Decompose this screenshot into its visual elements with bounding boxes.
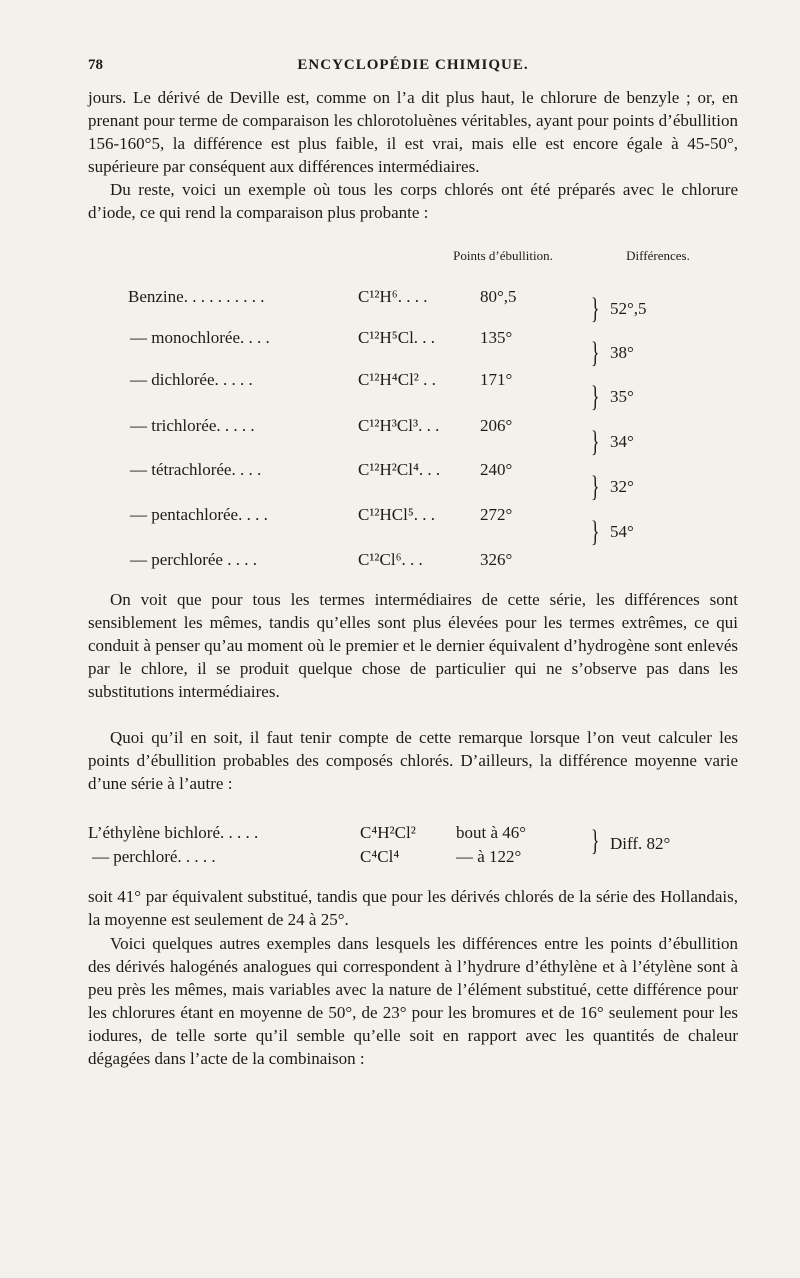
compound-name: — dichlorée. . . . . xyxy=(130,370,253,389)
paragraph-6: Voici quelques autres exemples dans lesquels les différences entre les points d’ébullition des dérivés halogénés analogues qui correspondent à l’hydrure d’éthylène et à l’étylène sont à peu près les mêmes, mais variables avec la nature de l’élément substitué, cette différence pour les chlorures étant en moyenne de 50°, de 23° pour les bromures et de 16° seulement pour les iodures, de telle sorte qu’il semble qu’elle soit en rapport avec les quantités de chaleur dégagées dans l’acte de la combinaison : xyxy=(88,934,738,1068)
compound-formula: C¹²HCl⁵. . . xyxy=(358,505,436,524)
page-number: 78 xyxy=(88,57,103,73)
brace-icon: } xyxy=(590,380,600,413)
compound-formula: C¹²H⁶. . . . xyxy=(358,287,428,306)
difference-value: 38° xyxy=(610,343,634,362)
compound-formula: C¹²H⁴Cl² . . xyxy=(358,370,436,389)
compound-formula: C⁴H²Cl² xyxy=(360,823,416,842)
page-header xyxy=(88,57,738,79)
compound-formula: C¹²Cl⁶. . . xyxy=(358,550,423,569)
boiling-point: 80°,5 xyxy=(480,287,517,306)
paragraph-5: soit 41° par équivalent substitué, tandis que pour les dérivés chlorés de la série des Hollandais, la moyenne est seulement de 24 à 25°. xyxy=(88,887,738,929)
compound-name: Benzine. . . . . . . . . . xyxy=(128,287,265,306)
difference-value: 54° xyxy=(610,522,634,541)
difference-value: 34° xyxy=(610,432,634,451)
boiling-point: 206° xyxy=(480,416,513,435)
compound-formula: C¹²H⁵Cl. . . xyxy=(358,328,436,347)
brace-icon: } xyxy=(590,425,600,458)
paragraph-3: On voit que pour tous les termes intermédiaires de cette série, les différences sont sensiblement les mêmes, tandis qu’elles sont plus élevées pour les termes extrêmes, ce qui conduit à penser qu’au moment où le premier et le dernier équivalent d’hydrogène sont enlevés par le chlore, il se produit quelque chose de particulier qui ne s’observe pas dans les substitutions intermédiaires. xyxy=(88,590,738,701)
boiling-point: 171° xyxy=(480,370,513,389)
compound-name: L’éthylène bichloré. . . . . xyxy=(88,823,259,842)
compound-name: — perchlorée . . . . xyxy=(130,550,257,569)
brace-icon: } xyxy=(590,292,600,325)
running-title: ENCYCLOPÉDIE CHIMIQUE. xyxy=(297,57,529,73)
col-header-points: Points d’ébullition. xyxy=(453,248,553,263)
difference-value: 32° xyxy=(610,477,634,496)
difference-value: 35° xyxy=(610,387,634,406)
compound-name: — perchloré. . . . . xyxy=(92,847,216,866)
brace-icon: } xyxy=(590,824,600,857)
brace-icon: } xyxy=(590,470,600,503)
brace-icon: } xyxy=(590,336,600,369)
compound-name: — trichlorée. . . . . xyxy=(130,416,255,435)
compound-name: — tétrachlorée. . . . xyxy=(130,460,262,479)
compound-formula: C¹²H²Cl⁴. . . xyxy=(358,460,441,479)
paragraph-4: Quoi qu’il en soit, il faut tenir compte de cette remarque lorsque l’on veut calculer les points d’ébullition probables des composés chlorés. D’ailleurs, la différence moyenne varie d’une série à l’autre : xyxy=(88,728,738,793)
boiling-point: 326° xyxy=(480,550,513,569)
difference-value: Diff. 82° xyxy=(610,834,671,853)
boiling-point: bout à 46° xyxy=(456,823,527,842)
difference-value: 52°,5 xyxy=(610,299,647,318)
compound-formula: C¹²H³Cl³. . . xyxy=(358,416,440,435)
boiling-point: 240° xyxy=(480,460,513,479)
compound-formula: C⁴Cl⁴ xyxy=(360,847,400,866)
col-header-differences: Différences. xyxy=(626,248,690,263)
boiling-point: — à 122° xyxy=(456,847,522,866)
compound-name: — pentachlorée. . . . xyxy=(130,505,268,524)
brace-icon: } xyxy=(590,515,600,548)
boiling-point: 272° xyxy=(480,505,513,524)
paragraph-1: jours. Le dérivé de Deville est, comme on l’a dit plus haut, le chlorure de benzyle ; or, en prenant pour terme de comparaison les chlorotoluènes véritables, ayant pour points d’ébullition 156-160°5, la différence est plus faible, il est vrai, mais elle est encore égale à 45-50°, supérieure par conséquent aux différences intermédiaires. xyxy=(88,88,738,176)
compound-name: — monochlorée. . . . xyxy=(130,328,270,347)
paragraph-2: Du reste, voici un exemple où tous les corps chlorés ont été préparés avec le chlorure d’iode, ce qui rend la comparaison plus probante : xyxy=(88,180,738,222)
boiling-point: 135° xyxy=(480,328,513,347)
